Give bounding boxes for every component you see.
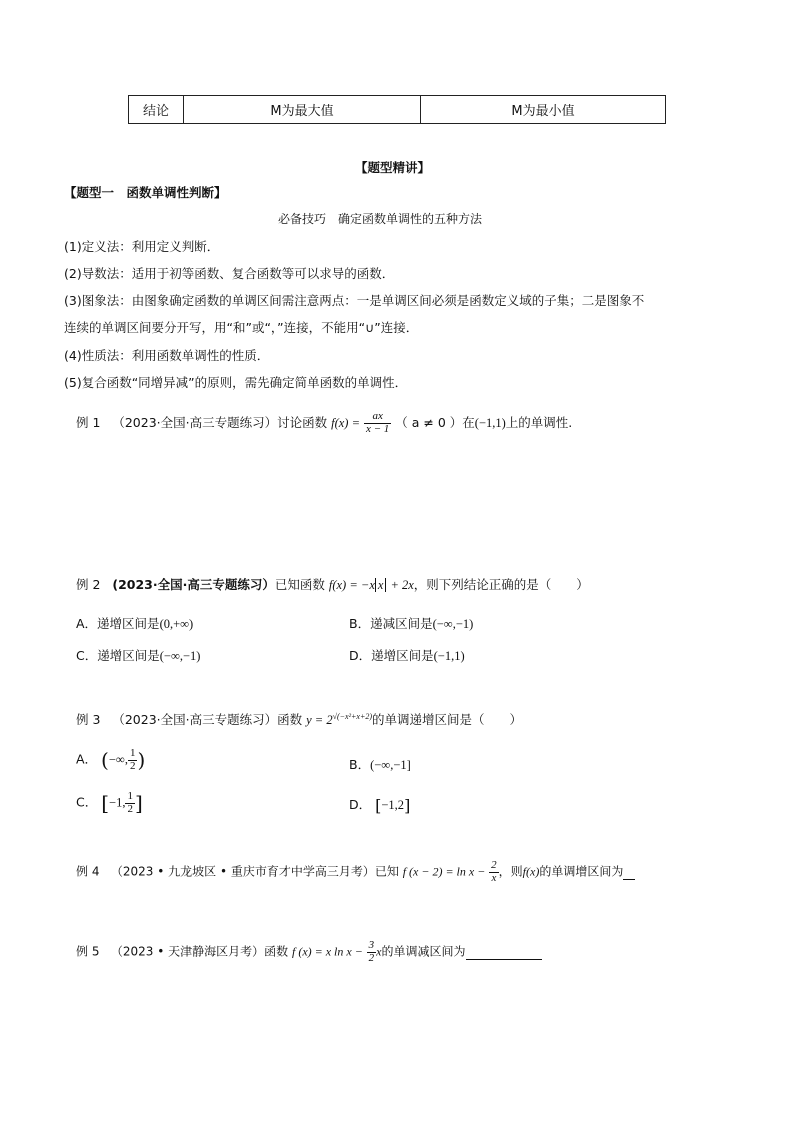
example-source: （2023 • 天津静海区月考）函数 [110,944,289,959]
example-source: （2023·全国·高三专题练习）讨论函数 [112,415,328,430]
fraction: $\frac{ax}{x - 1}$ [366,410,390,435]
table-min-cell: M为最小值 [421,96,666,124]
example-stem: ，则下列结论正确的是（ ） [413,577,589,592]
example-1 [76,410,572,436]
function-expr: y = 2 [306,713,333,727]
fraction: $\frac{3}{2}$ [368,939,375,964]
table-row [129,96,666,124]
fraction: $\frac{2}{x}$ [491,859,497,884]
function-ref: f(x) [522,864,540,879]
example-3 [76,710,522,728]
type1-title: 【题型一 函数单调性判断】 [64,185,227,200]
option-c: C． [−1, $\frac{1}{2}$ ] [76,790,143,816]
option-b: B．递减区间是(−∞,−1) [349,616,474,631]
example-source: (2023·全国·高三专题练习） [112,577,275,592]
example-2 [76,575,589,593]
method-item: (4)性质法：利用函数单调性的性质． [64,348,270,363]
option-c: C．递增区间是(−∞,−1) [76,648,201,663]
example-source: （2023 • 九龙坡区 • 重庆市育才中学高三月考）已知 [110,864,399,879]
option-d: D． [−1,2] [349,796,411,815]
example-5: 例 5 （2023 • 天津静海区月考）函数 f (x) = x ln x − $\frac{3}{2}$ x的单调减区间为 [76,940,542,964]
example-label: 例 5 [76,944,100,959]
example-tail: 的单调减区间为 [381,944,466,959]
example-tail: 的单调递增区间是（ ） [372,712,523,727]
example-label: 例 3 [76,712,101,727]
table-label-cell: 结论 [129,96,184,124]
example-label: 例 4 [76,864,100,879]
example-source: （2023·全国·高三专题练习）函数 [112,712,303,727]
condition: （ a ≠ 0 ）在 [395,415,475,430]
method-item: (5)复合函数“同增异减”的原则，需先确定简单函数的单调性． [64,375,408,390]
example-tail: 的单调增区间为 [539,864,624,879]
option-d: D．递增区间是(−1,1) [349,648,465,663]
function-expr-tail: + 2x [390,578,414,592]
function-expr: f(x) = −x [328,578,375,592]
example-label: 例 2 [76,577,101,592]
function-expr: f (x) = x ln x − [291,944,363,959]
exponent: √(−x²+x+2) [332,711,373,721]
example-label: 例 1 [76,415,101,430]
method-title: 必备技巧 确定函数单调性的五种方法 [278,212,483,226]
example-stem: 已知函数 [274,577,325,592]
option-b: B．(−∞,−1] [349,757,411,772]
method-item: (2)导数法：适用于初等函数、复合函数等可以求导的函数． [64,266,395,281]
method-item: 连续的单调区间要分开写，用“和”或“，”连接，不能用“∪”连接． [64,320,419,335]
method-item: (3)图象法：由图象确定函数的单调区间需注意两点：一是单调区间必须是函数定义域的子集；二是图象不 [64,293,645,308]
interval: (−1,1) [474,416,506,430]
section-title: 【题型精讲】 [355,160,431,175]
absolute-value: x [375,578,387,592]
table-max-cell: M为最大值 [184,96,421,124]
answer-blank[interactable] [466,945,542,960]
method-item: (1)定义法：利用定义判断． [64,239,220,254]
option-a: A．递增区间是(0,+∞) [76,616,194,631]
example-4: 例 4 （2023 • 九龙坡区 • 重庆市育才中学高三月考）已知 f (x − 2) = ln x − $\frac{2}{x}$ ，则f(x)的单调增区间为 [76,860,635,884]
answer-blank[interactable] [623,865,635,880]
conclusion-table [128,95,666,124]
function-expr: f(x) = [331,416,361,430]
example-tail: 上的单调性. [505,415,573,430]
function-expr: f (x − 2) = ln x − [402,864,486,879]
option-a: A． (−∞, $\frac{1}{2}$ ) [76,747,146,773]
